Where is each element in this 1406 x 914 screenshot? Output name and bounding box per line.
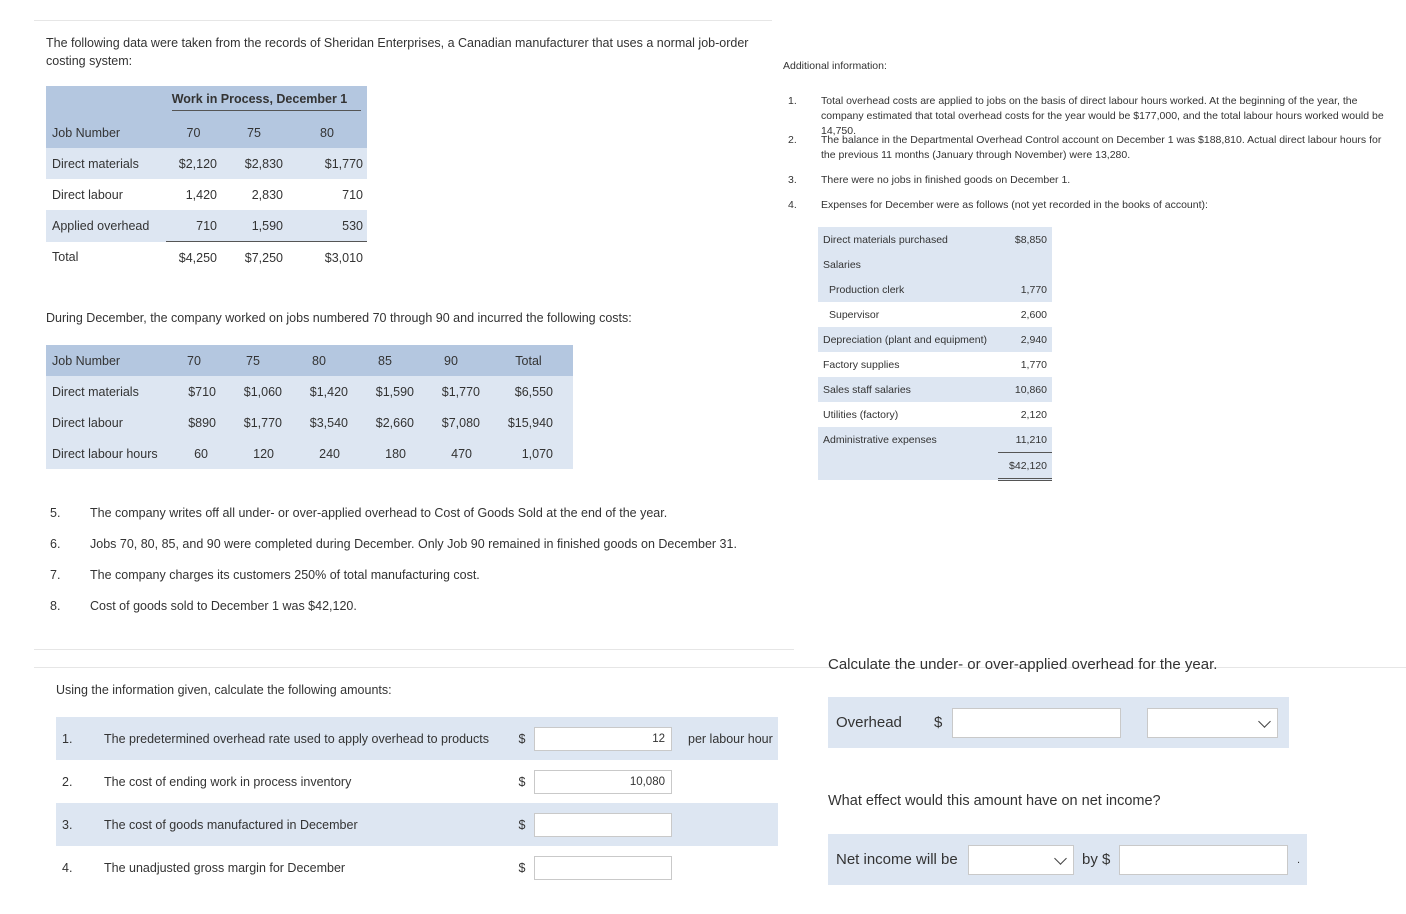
expense-value: 2,940 bbox=[1020, 333, 1047, 346]
expense-label: Factory supplies bbox=[823, 358, 900, 371]
expense-label: Utilities (factory) bbox=[823, 408, 899, 421]
dec-row-label: Direct labour bbox=[52, 415, 123, 430]
expense-label: Administrative expenses bbox=[823, 433, 937, 446]
wip-row-label: Direct materials bbox=[52, 156, 139, 171]
currency-sign: $ bbox=[518, 774, 526, 789]
period: . bbox=[1297, 853, 1301, 866]
wip-job: 75 bbox=[247, 125, 261, 140]
dec-cell: $6,550 bbox=[514, 384, 553, 399]
overhead-panel bbox=[828, 697, 1289, 748]
expense-value: 10,860 bbox=[1014, 383, 1047, 396]
section-divider bbox=[34, 649, 794, 650]
dec-row-label: Direct labour hours bbox=[52, 446, 158, 461]
dec-cell: 470 bbox=[451, 446, 472, 461]
question-number: 2. bbox=[62, 774, 73, 789]
wip-cell: 710 bbox=[342, 187, 363, 202]
expense-label bbox=[818, 453, 998, 480]
wip-row-label: Total bbox=[52, 250, 79, 265]
wip-cell: $4,250 bbox=[178, 250, 217, 265]
question-text: The predetermined overhead rate used to apply overhead to products bbox=[104, 731, 489, 746]
section-divider-2 bbox=[34, 667, 794, 668]
expense-value: 1,770 bbox=[1020, 283, 1047, 296]
overhead-label: Overhead bbox=[836, 714, 902, 731]
dec-cell: $2,660 bbox=[375, 415, 414, 430]
predetermined-rate-input[interactable]: 12 bbox=[534, 727, 672, 751]
question-number: 1. bbox=[62, 731, 73, 746]
question-row bbox=[56, 846, 778, 889]
ending-wip-input[interactable]: 10,080 bbox=[534, 770, 672, 794]
question-text: The cost of ending work in process inventory bbox=[104, 774, 352, 789]
additional-item: 1. Total overhead costs are applied to jobs on the basis of direct labour hours worked. At the beginning of the year, the company estimated that total overhead costs for the year would be $177,000, and the total labour hours worked would be 14,750. bbox=[788, 95, 1384, 137]
net-income-panel bbox=[828, 834, 1307, 885]
dec-job: 80 bbox=[312, 353, 326, 368]
net-income-label: Net income will be bbox=[836, 851, 958, 868]
additional-info-title: Additional information: bbox=[783, 60, 887, 72]
currency-sign: $ bbox=[518, 817, 526, 832]
wip-cell: 530 bbox=[287, 210, 367, 242]
additional-item: 3. There were no jobs in finished goods on December 1. bbox=[788, 174, 1071, 186]
dec-cell: 240 bbox=[319, 446, 340, 461]
note-item: 6. Jobs 70, 80, 85, and 90 were completed during December. Only Job 90 remained in finished goods on December 31. bbox=[50, 537, 737, 551]
currency-sign: $ bbox=[518, 731, 526, 746]
overhead-amount-input[interactable] bbox=[952, 708, 1121, 738]
dec-cell: $3,540 bbox=[309, 415, 348, 430]
net-income-amount-input[interactable] bbox=[1119, 845, 1288, 875]
wip-cell: 1,420 bbox=[185, 187, 217, 202]
dec-cell: 1,070 bbox=[521, 446, 553, 461]
question-row bbox=[56, 717, 778, 760]
cogm-input[interactable] bbox=[534, 813, 672, 837]
wip-cell: $3,010 bbox=[324, 250, 363, 265]
dec-cell: 120 bbox=[253, 446, 274, 461]
dec-cell: $1,770 bbox=[441, 384, 480, 399]
expense-label: Sales staff salaries bbox=[823, 383, 911, 396]
wip-cell: 710 bbox=[166, 210, 221, 242]
overhead-type-select[interactable] bbox=[1147, 708, 1278, 738]
expense-value: 11,210 bbox=[998, 427, 1052, 453]
wip-cell: $1,770 bbox=[324, 156, 363, 171]
expense-value: 2,600 bbox=[1020, 308, 1047, 321]
currency-sign: $ bbox=[518, 860, 526, 875]
expense-total: $42,120 bbox=[998, 453, 1052, 480]
notes-list bbox=[46, 506, 737, 630]
effect-title: What effect would this amount have on net income? bbox=[828, 793, 1161, 809]
dec-row-label: Direct materials bbox=[52, 384, 139, 399]
note-item: 7. The company charges its customers 250% of total manufacturing cost. bbox=[50, 568, 480, 582]
unit-label: per labour hour bbox=[688, 731, 773, 746]
by-label: by $ bbox=[1082, 851, 1111, 868]
dec-cell: $1,060 bbox=[243, 384, 282, 399]
wip-col-header: Job Number bbox=[52, 125, 121, 140]
dec-col-header: Job Number bbox=[52, 353, 121, 368]
intro-text: The following data were taken from the records of Sheridan Enterprises, a Canadian manufacturer that uses a normal job-order costing system: bbox=[46, 36, 749, 68]
expense-value bbox=[998, 252, 1052, 277]
wip-table bbox=[46, 86, 367, 273]
wip-cell: $2,120 bbox=[178, 156, 217, 171]
currency-sign: $ bbox=[934, 714, 943, 731]
dec-cell: 60 bbox=[194, 446, 208, 461]
note-item: 5. The company writes off all under- or over-applied overhead to Cost of Goods Sold at the end of the year. bbox=[50, 506, 668, 520]
expenses-table bbox=[818, 227, 1052, 481]
dec-job: 85 bbox=[378, 353, 392, 368]
wip-job: 70 bbox=[186, 125, 201, 140]
question-row bbox=[56, 760, 778, 803]
gross-margin-input[interactable] bbox=[534, 856, 672, 880]
net-income-effect-select[interactable] bbox=[968, 845, 1074, 875]
dec-job: Total bbox=[515, 353, 542, 368]
question-number: 3. bbox=[62, 817, 73, 832]
question-row bbox=[56, 803, 778, 846]
wip-row-label: Direct labour bbox=[52, 187, 123, 202]
expense-label: Salaries bbox=[823, 258, 861, 271]
question-number: 4. bbox=[62, 860, 73, 875]
dec-cell: $890 bbox=[188, 415, 216, 430]
dec-cell: $1,590 bbox=[375, 384, 414, 399]
expense-value: 2,120 bbox=[1020, 408, 1047, 421]
expense-label: Supervisor bbox=[829, 308, 880, 321]
wip-job: 80 bbox=[320, 125, 334, 140]
wip-cell: $7,250 bbox=[244, 250, 283, 265]
wip-cell: 2,830 bbox=[251, 187, 283, 202]
wip-cell: $2,830 bbox=[244, 156, 283, 171]
question-text: The unadjusted gross margin for December bbox=[104, 860, 346, 875]
expense-label: Production clerk bbox=[829, 283, 905, 296]
expense-value: 1,770 bbox=[1020, 358, 1047, 371]
wip-row-label: Applied overhead bbox=[52, 218, 150, 233]
dec-cell: $710 bbox=[188, 384, 216, 399]
additional-item: 4. Expenses for December were as follows (not yet recorded in the books of account): bbox=[788, 199, 1208, 211]
top-divider bbox=[34, 20, 772, 21]
dec-cell: $1,420 bbox=[309, 384, 348, 399]
wip-group-header: Work in Process, December 1 bbox=[172, 92, 362, 111]
dec-cell: 180 bbox=[385, 446, 406, 461]
chevron-down-icon bbox=[1258, 715, 1271, 728]
dec-cell: $15,940 bbox=[507, 415, 553, 430]
dec-job: 70 bbox=[187, 353, 201, 368]
dec-cell: $7,080 bbox=[441, 415, 480, 430]
dec-cell: $1,770 bbox=[243, 415, 282, 430]
december-intro: During December, the company worked on jobs numbered 70 through 90 and incurred the following costs: bbox=[46, 311, 632, 325]
note-item: 8. Cost of goods sold to December 1 was $42,120. bbox=[50, 599, 357, 613]
dec-job: 75 bbox=[246, 353, 260, 368]
december-table bbox=[46, 345, 573, 469]
calc-title: Calculate the under- or over-applied overhead for the year. bbox=[828, 656, 1218, 673]
chevron-down-icon bbox=[1054, 852, 1067, 865]
dec-job: 90 bbox=[444, 353, 458, 368]
expense-label: Depreciation (plant and equipment) bbox=[823, 333, 988, 346]
question-text: The cost of goods manufactured in December bbox=[104, 817, 358, 832]
expense-value: $8,850 bbox=[1014, 233, 1047, 246]
expense-label: Direct materials purchased bbox=[823, 233, 948, 246]
additional-item: 2. The balance in the Departmental Overhead Control account on December 1 was $188,810. Actual direct labour hours for the previous 11 months (January through November) were 13,280. bbox=[788, 134, 1382, 161]
wip-cell: 1,590 bbox=[221, 210, 287, 242]
questions-intro: Using the information given, calculate the following amounts: bbox=[56, 683, 392, 697]
